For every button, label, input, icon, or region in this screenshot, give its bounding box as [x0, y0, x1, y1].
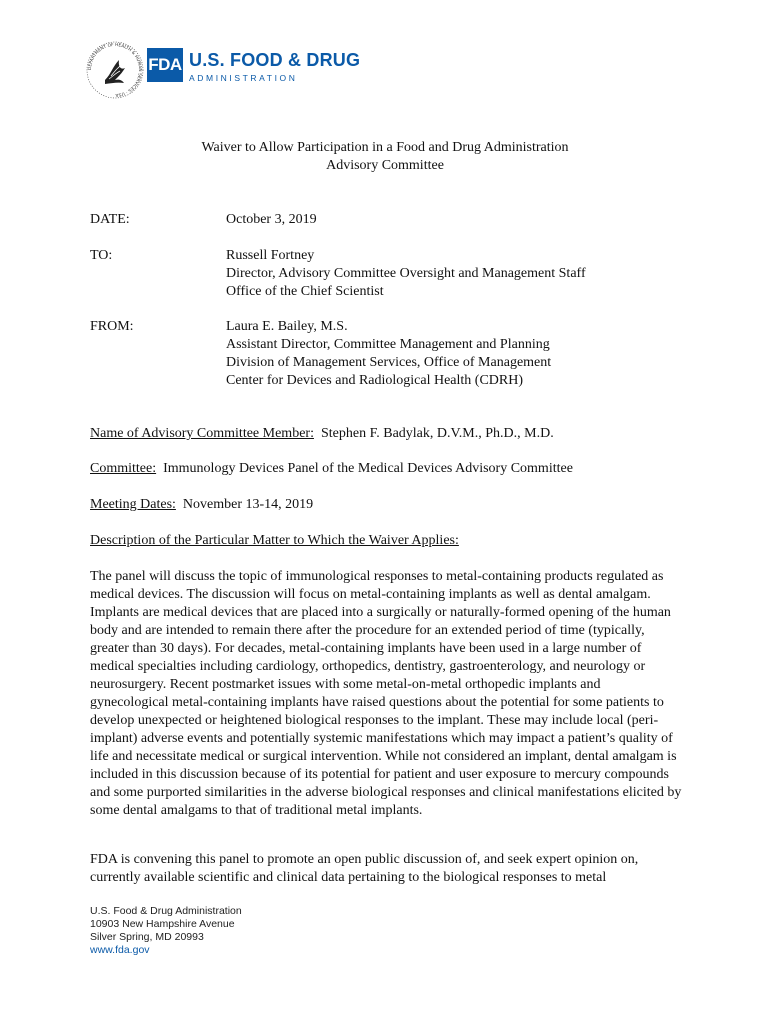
description-heading: Description of the Particular Matter to Which the Waiver Applies: — [90, 533, 459, 548]
from-center: Center for Devices and Radiological Health (CDRH) — [226, 373, 524, 388]
title-line-1: Waiver to Allow Participation in a Food and Drug Administration — [201, 140, 569, 155]
date-label: DATE: — [90, 212, 130, 227]
fda-logo — [147, 48, 360, 88]
body-paragraph-1: The panel will discuss the topic of immunological responses to metal-containing products regulated as medical devices. The discussion will focus on metal-containing implants as well as dental amalgam. Implants are medical devices that are placed into a surgically or naturally-formed opening of the human body and are intended to remain there after the procedure for an extended period of time (typically, greater than 30 days). For decades, metal-containing implants have been used in a large number of medical specialties including cardiology, orthopedics, dentistry, gastroenterology, and neurology or neurosurgery. Recent postmarket issues with some metal-on-metal orthopedic implants and gynecological metal-containing implants have raised questions about the potential for some patients to develop unexpected or heightened biological responses to the implant. These may include local (peri-implant) adverse events and potentially systemic manifestations which may impact a patient’s quality of life and necessitate medical or surgical intervention. While not considered an implant, dental amalgam is included in this discussion because of its potential for patient and user exposure to mercury compounds and some purported similarities in the adverse biological responses and clinical manifestations elicited by some dental amalgams to that of traditional metal implants. — [90, 569, 682, 818]
from-division: Division of Management Services, Office of Management — [226, 355, 552, 370]
footer-line-3: Silver Spring, MD 20993 — [90, 931, 204, 943]
body-paragraph-2: FDA is convening this panel to promote an open public discussion of, and seek expert opinion on, currently available scientific and clinical data pertaining to the biological responses to metal — [90, 852, 639, 885]
meeting-dates-field — [90, 496, 690, 514]
member-value: Stephen F. Badylak, D.V.M., Ph.D., M.D. — [320, 426, 554, 441]
from-name: Laura E. Bailey, M.S. — [226, 319, 348, 334]
fda-logo-box: FDA — [147, 48, 183, 82]
committee-field — [90, 460, 690, 478]
document-title — [90, 139, 680, 175]
committee-label: Committee: — [90, 461, 157, 476]
footer-line-2: 10903 New Hampshire Avenue — [90, 918, 235, 930]
footer-line-1: U.S. Food & Drug Administration — [90, 905, 242, 917]
footer-address — [90, 905, 242, 957]
member-field — [90, 425, 690, 443]
agency-subtitle: ADMINISTRATION — [189, 73, 298, 83]
agency-name: U.S. FOOD & DRUG — [189, 50, 361, 70]
meeting-dates-value: November 13-14, 2019 — [182, 497, 314, 512]
to-office: Office of the Chief Scientist — [226, 284, 384, 299]
from-title: Assistant Director, Committee Management and Planning — [226, 337, 550, 352]
from-label: FROM: — [90, 319, 134, 334]
footer-website-link[interactable]: www.fda.gov — [90, 944, 150, 956]
committee-value: Immunology Devices Panel of the Medical Devices Advisory Committee — [163, 461, 573, 476]
title-line-2: Advisory Committee — [326, 158, 444, 173]
to-title: Director, Advisory Committee Oversight and Management Staff — [226, 266, 586, 281]
to-label: TO: — [90, 248, 113, 263]
seal-text: DEPARTMENT OF HEALTH & HUMAN SERVICES · USA — [87, 42, 143, 98]
to-block — [226, 247, 586, 301]
hhs-seal-icon — [85, 40, 145, 100]
from-block — [226, 318, 551, 390]
to-name: Russell Fortney — [226, 248, 315, 263]
date-value: October 3, 2019 — [226, 212, 317, 227]
member-label: Name of Advisory Committee Member: — [90, 426, 314, 441]
meeting-dates-label: Meeting Dates: — [90, 497, 176, 512]
